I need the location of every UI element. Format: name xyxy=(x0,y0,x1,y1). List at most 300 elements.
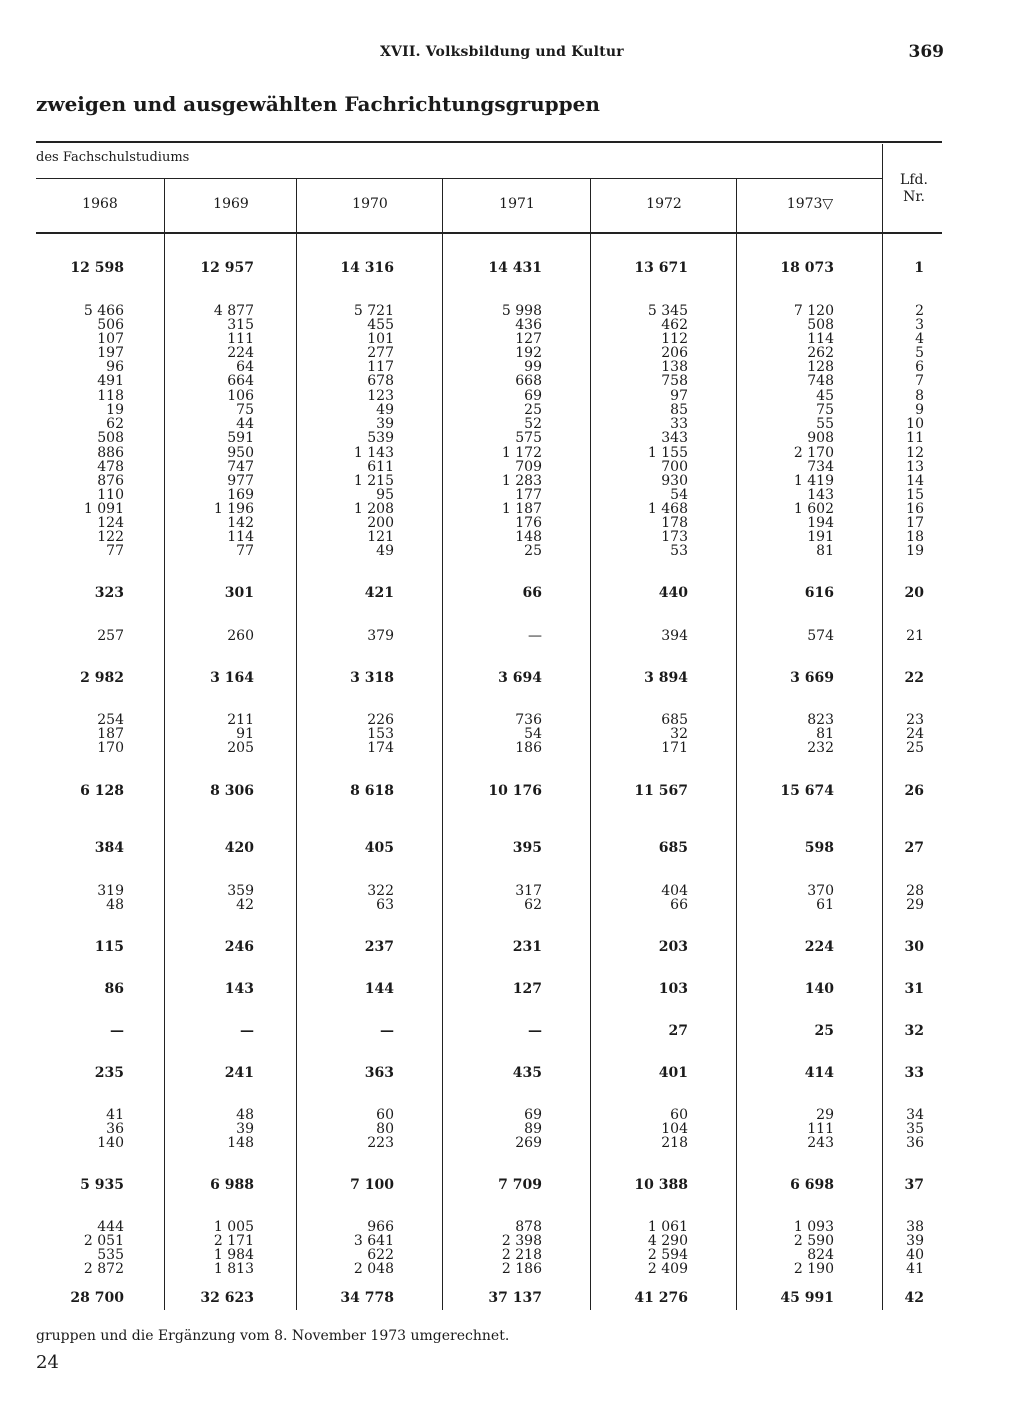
cell-lfd-nr: 41 xyxy=(906,1261,924,1277)
cell-lfd-nr: 23 xyxy=(906,712,924,728)
footnote: gruppen und die Ergänzung vom 8. November 1973 umgerechnet. xyxy=(36,1328,510,1344)
cell-1972: 343 xyxy=(661,430,688,446)
cell-1971: 62 xyxy=(524,897,542,913)
cell-lfd-nr: 7 xyxy=(915,373,924,389)
table-row xyxy=(0,374,1024,388)
cell-1973: 6 698 xyxy=(790,1177,834,1193)
cell-1973: 232 xyxy=(807,740,834,756)
cell-1972: 2 409 xyxy=(647,1261,688,1277)
cell-1969: 950 xyxy=(227,445,254,461)
cell-1968: 2 051 xyxy=(83,1233,124,1249)
table-row xyxy=(0,1178,1024,1192)
cell-1973: 823 xyxy=(807,712,834,728)
cell-1972: 3 894 xyxy=(644,670,688,686)
cell-1968: 2 872 xyxy=(83,1261,124,1277)
cell-1972: 401 xyxy=(658,1065,688,1081)
cell-1968: 491 xyxy=(97,373,124,389)
cell-1972: 103 xyxy=(658,981,688,997)
cell-1970: 3 641 xyxy=(353,1233,394,1249)
cell-1968: 107 xyxy=(97,331,124,347)
cell-1972: 178 xyxy=(661,515,688,531)
cell-1968: 170 xyxy=(97,740,124,756)
table-row xyxy=(0,1220,1024,1234)
cell-1972: 218 xyxy=(661,1135,688,1151)
cell-1972: 1 061 xyxy=(647,1219,688,1235)
cell-1968: 122 xyxy=(97,529,124,545)
cell-lfd-nr: 36 xyxy=(906,1135,924,1151)
cell-1968: 110 xyxy=(97,487,124,503)
cell-1971: 231 xyxy=(512,939,542,955)
table-row xyxy=(0,784,1024,798)
cell-1971: 668 xyxy=(515,373,542,389)
cell-1969: 359 xyxy=(227,883,254,899)
cell-1970: 226 xyxy=(367,712,394,728)
table-row xyxy=(0,502,1024,516)
cell-1970: 678 xyxy=(367,373,394,389)
cell-1971: 395 xyxy=(512,840,542,856)
cell-1970: 3 318 xyxy=(350,670,394,686)
cell-1971: 2 218 xyxy=(501,1247,542,1263)
table-row xyxy=(0,332,1024,346)
cell-1972: 700 xyxy=(661,459,688,475)
cell-lfd-nr: 27 xyxy=(904,840,924,856)
cell-1968: 876 xyxy=(97,473,124,489)
cell-lfd-nr: 24 xyxy=(906,726,924,742)
cell-1972: 394 xyxy=(661,628,688,644)
cell-1969: 211 xyxy=(227,712,254,728)
table-row xyxy=(0,460,1024,474)
lfd-nr-header xyxy=(886,172,942,206)
cell-lfd-nr: 35 xyxy=(906,1121,924,1137)
cell-1972: 66 xyxy=(670,897,688,913)
cell-1970: 1 215 xyxy=(353,473,394,489)
cell-1972: 10 388 xyxy=(634,1177,688,1193)
cell-1972: 685 xyxy=(661,712,688,728)
cell-1969: 301 xyxy=(224,585,254,601)
year-header-1969: 1969 xyxy=(213,196,249,212)
cell-1968: 5 935 xyxy=(80,1177,124,1193)
cell-1972: 85 xyxy=(670,402,688,418)
cell-1968: 444 xyxy=(97,1219,124,1235)
cell-1972: 1 155 xyxy=(647,445,688,461)
cell-lfd-nr: 37 xyxy=(904,1177,924,1193)
cell-1970: 14 316 xyxy=(340,260,394,276)
cell-1972: 2 594 xyxy=(647,1247,688,1263)
cell-1973: 25 xyxy=(814,1023,834,1039)
cell-1973: 7 120 xyxy=(793,303,834,319)
cell-1973: 18 073 xyxy=(780,260,834,276)
cell-1968: 86 xyxy=(104,981,124,997)
table-row xyxy=(0,474,1024,488)
cell-1972: 53 xyxy=(670,543,688,559)
table-row xyxy=(0,389,1024,403)
cell-1970: 1 208 xyxy=(353,501,394,517)
cell-lfd-nr: 14 xyxy=(906,473,924,489)
cell-1972: 32 xyxy=(670,726,688,742)
cell-1973: 81 xyxy=(816,543,834,559)
table-row xyxy=(0,1291,1024,1305)
cell-1971: 37 137 xyxy=(488,1290,542,1306)
cell-1971: 14 431 xyxy=(488,260,542,276)
cell-1970: 379 xyxy=(367,628,394,644)
cell-lfd-nr: 15 xyxy=(906,487,924,503)
cell-1970: 237 xyxy=(364,939,394,955)
cell-1970: 622 xyxy=(367,1247,394,1263)
cell-1973: 574 xyxy=(807,628,834,644)
cell-1973: 61 xyxy=(816,897,834,913)
cell-lfd-nr: 42 xyxy=(904,1290,924,1306)
cell-1969: 591 xyxy=(227,430,254,446)
year-header-1973: 1973▽ xyxy=(786,196,834,212)
cell-lfd-nr: 6 xyxy=(915,359,924,375)
cell-1973: 81 xyxy=(816,726,834,742)
cell-1971: 69 xyxy=(524,1107,542,1123)
cell-1969: 111 xyxy=(227,331,254,347)
cell-1971: 317 xyxy=(515,883,542,899)
cell-1971: 54 xyxy=(524,726,542,742)
cell-1970: 174 xyxy=(367,740,394,756)
header-bottom-rule xyxy=(36,232,942,234)
cell-1968: 323 xyxy=(94,585,124,601)
cell-1973: 55 xyxy=(816,416,834,432)
table-row xyxy=(0,446,1024,460)
cell-1968: 140 xyxy=(97,1135,124,1151)
cell-1971: 7 709 xyxy=(498,1177,542,1193)
cell-1969: 169 xyxy=(227,487,254,503)
cell-1971: 1 187 xyxy=(501,501,542,517)
cell-1970: 80 xyxy=(376,1121,394,1137)
cell-1969: 3 164 xyxy=(210,670,254,686)
table-row xyxy=(0,488,1024,502)
cell-1969: — xyxy=(240,1023,254,1039)
cell-lfd-nr: 20 xyxy=(904,585,924,601)
cell-lfd-nr: 8 xyxy=(915,388,924,404)
cell-1969: 91 xyxy=(236,726,254,742)
cell-lfd-nr: 1 xyxy=(914,260,924,276)
cell-1971: 436 xyxy=(515,317,542,333)
cell-1972: 404 xyxy=(661,883,688,899)
table-row xyxy=(0,898,1024,912)
cell-lfd-nr: 12 xyxy=(906,445,924,461)
year-header-1972: 1972 xyxy=(646,196,682,212)
cell-1970: 7 100 xyxy=(350,1177,394,1193)
table-row xyxy=(0,1234,1024,1248)
cell-1969: 75 xyxy=(236,402,254,418)
cell-1973: 191 xyxy=(807,529,834,545)
cell-1971: 186 xyxy=(515,740,542,756)
cell-1971: 52 xyxy=(524,416,542,432)
cell-1968: 478 xyxy=(97,459,124,475)
cell-1973: 45 991 xyxy=(780,1290,834,1306)
cell-1973: 616 xyxy=(804,585,834,601)
cell-1972: 685 xyxy=(658,840,688,856)
cell-1973: 224 xyxy=(804,939,834,955)
cell-1972: 1 468 xyxy=(647,501,688,517)
cell-1973: 29 xyxy=(816,1107,834,1123)
cell-1971: 575 xyxy=(515,430,542,446)
cell-1971: 1 172 xyxy=(501,445,542,461)
cell-1970: 363 xyxy=(364,1065,394,1081)
cell-1971: 10 176 xyxy=(488,783,542,799)
cell-1968: 235 xyxy=(94,1065,124,1081)
cell-1971: 127 xyxy=(515,331,542,347)
cell-1972: 11 567 xyxy=(634,783,688,799)
cell-lfd-nr: 3 xyxy=(915,317,924,333)
cell-1968: 124 xyxy=(97,515,124,531)
table-row xyxy=(0,671,1024,685)
cell-1973: 2 190 xyxy=(793,1261,834,1277)
cell-lfd-nr: 40 xyxy=(906,1247,924,1263)
cell-lfd-nr: 9 xyxy=(915,402,924,418)
cell-1970: 121 xyxy=(367,529,394,545)
cell-1971: 5 998 xyxy=(501,303,542,319)
cell-lfd-nr: 17 xyxy=(906,515,924,531)
cell-1969: 1 984 xyxy=(213,1247,254,1263)
cell-1970: 49 xyxy=(376,402,394,418)
cell-1970: 322 xyxy=(367,883,394,899)
cell-1969: 1 005 xyxy=(213,1219,254,1235)
lfd-label: Lfd. xyxy=(900,172,928,188)
cell-1971: 269 xyxy=(515,1135,542,1151)
table-row xyxy=(0,318,1024,332)
cell-1970: 153 xyxy=(367,726,394,742)
cell-1971: 66 xyxy=(522,585,542,601)
nr-label: Nr. xyxy=(903,189,925,205)
cell-1972: 462 xyxy=(661,317,688,333)
cell-1972: 173 xyxy=(661,529,688,545)
cell-lfd-nr: 10 xyxy=(906,416,924,432)
cell-lfd-nr: 11 xyxy=(906,430,924,446)
cell-lfd-nr: 19 xyxy=(906,543,924,559)
cell-1973: 111 xyxy=(807,1121,834,1137)
table-top-rule xyxy=(36,141,942,143)
cell-1968: 41 xyxy=(106,1107,124,1123)
table-row xyxy=(0,884,1024,898)
cell-1968: 886 xyxy=(97,445,124,461)
cell-1970: 117 xyxy=(367,359,394,375)
cell-1969: 977 xyxy=(227,473,254,489)
bottom-page-number: 24 xyxy=(36,1352,59,1373)
cell-1971: 176 xyxy=(515,515,542,531)
cell-1973: 243 xyxy=(807,1135,834,1151)
cell-1970: — xyxy=(380,1023,394,1039)
cell-1969: 114 xyxy=(227,529,254,545)
cell-1973: 2 590 xyxy=(793,1233,834,1249)
cell-1972: 138 xyxy=(661,359,688,375)
header-divider-rule xyxy=(36,178,882,179)
year-header-1970: 1970 xyxy=(352,196,388,212)
cell-1971: 25 xyxy=(524,543,542,559)
cell-lfd-nr: 32 xyxy=(904,1023,924,1039)
cell-lfd-nr: 26 xyxy=(904,783,924,799)
cell-1972: 4 290 xyxy=(647,1233,688,1249)
cell-1971: 435 xyxy=(512,1065,542,1081)
year-header-1968: 1968 xyxy=(82,196,118,212)
cell-1973: 194 xyxy=(807,515,834,531)
cell-1971: 192 xyxy=(515,345,542,361)
cell-1972: 112 xyxy=(661,331,688,347)
cell-1972: 27 xyxy=(668,1023,688,1039)
cell-1968: 12 598 xyxy=(70,260,124,276)
cell-1969: 747 xyxy=(227,459,254,475)
cell-1968: 319 xyxy=(97,883,124,899)
cell-1973: 1 602 xyxy=(793,501,834,517)
cell-1971: — xyxy=(528,1023,542,1039)
cell-1972: 758 xyxy=(661,373,688,389)
cell-1969: 12 957 xyxy=(200,260,254,276)
cell-1970: 63 xyxy=(376,897,394,913)
cell-1972: 41 276 xyxy=(634,1290,688,1306)
cell-1973: 734 xyxy=(807,459,834,475)
cell-1971: 709 xyxy=(515,459,542,475)
table-row xyxy=(0,727,1024,741)
cell-1970: 39 xyxy=(376,416,394,432)
cell-1971: 25 xyxy=(524,402,542,418)
cell-1968: 48 xyxy=(106,897,124,913)
cell-1969: 143 xyxy=(224,981,254,997)
cell-1968: 1 091 xyxy=(83,501,124,517)
table-row xyxy=(0,530,1024,544)
cell-1969: 315 xyxy=(227,317,254,333)
cell-lfd-nr: 31 xyxy=(904,981,924,997)
cell-lfd-nr: 33 xyxy=(904,1065,924,1081)
cell-lfd-nr: 2 xyxy=(915,303,924,319)
cell-1971: 127 xyxy=(512,981,542,997)
table-row xyxy=(0,417,1024,431)
table-row xyxy=(0,1122,1024,1136)
cell-1973: 45 xyxy=(816,388,834,404)
table-row xyxy=(0,940,1024,954)
cell-1972: 104 xyxy=(661,1121,688,1137)
cell-1972: 171 xyxy=(661,740,688,756)
page-number: 369 xyxy=(908,42,944,62)
cell-1968: 254 xyxy=(97,712,124,728)
table-row xyxy=(0,1024,1024,1038)
cell-1968: 77 xyxy=(106,543,124,559)
table-row xyxy=(0,360,1024,374)
cell-1969: 64 xyxy=(236,359,254,375)
cell-1973: 140 xyxy=(804,981,834,997)
cell-1973: 3 669 xyxy=(790,670,834,686)
cell-1969: 1 196 xyxy=(213,501,254,517)
cell-1970: 277 xyxy=(367,345,394,361)
cell-1969: 39 xyxy=(236,1121,254,1137)
cell-1969: 2 171 xyxy=(213,1233,254,1249)
cell-1973: 824 xyxy=(807,1247,834,1263)
cell-1970: 223 xyxy=(367,1135,394,1151)
cell-1973: 128 xyxy=(807,359,834,375)
cell-1969: 6 988 xyxy=(210,1177,254,1193)
table-row xyxy=(0,629,1024,643)
cell-1970: 8 618 xyxy=(350,783,394,799)
table-subheader: des Fachschulstudiums xyxy=(36,150,190,165)
cell-1969: 664 xyxy=(227,373,254,389)
table-row xyxy=(0,982,1024,996)
cell-1972: 440 xyxy=(658,585,688,601)
table-row xyxy=(0,1262,1024,1276)
cell-1973: 598 xyxy=(804,840,834,856)
cell-1971: 89 xyxy=(524,1121,542,1137)
cell-1971: 177 xyxy=(515,487,542,503)
cell-1970: 5 721 xyxy=(353,303,394,319)
cell-1973: 75 xyxy=(816,402,834,418)
cell-1973: 143 xyxy=(807,487,834,503)
cell-1969: 48 xyxy=(236,1107,254,1123)
table-row xyxy=(0,841,1024,855)
cell-1968: 28 700 xyxy=(70,1290,124,1306)
cell-1969: 260 xyxy=(227,628,254,644)
cell-1973: 114 xyxy=(807,331,834,347)
table-row xyxy=(0,1066,1024,1080)
table-row xyxy=(0,431,1024,445)
cell-1973: 262 xyxy=(807,345,834,361)
cell-1970: 1 143 xyxy=(353,445,394,461)
cell-lfd-nr: 4 xyxy=(915,331,924,347)
cell-1968: 62 xyxy=(106,416,124,432)
table-row xyxy=(0,1248,1024,1262)
cell-1971: 69 xyxy=(524,388,542,404)
table-row xyxy=(0,1108,1024,1122)
cell-lfd-nr: 18 xyxy=(906,529,924,545)
cell-1968: 5 466 xyxy=(83,303,124,319)
table-row xyxy=(0,741,1024,755)
cell-1970: 2 048 xyxy=(353,1261,394,1277)
cell-1968: 506 xyxy=(97,317,124,333)
cell-1973: 15 674 xyxy=(780,783,834,799)
cell-1968: 384 xyxy=(94,840,124,856)
year-header-1971: 1971 xyxy=(499,196,535,212)
cell-1969: 246 xyxy=(224,939,254,955)
table-row xyxy=(0,304,1024,318)
cell-1969: 142 xyxy=(227,515,254,531)
cell-lfd-nr: 21 xyxy=(906,628,924,644)
cell-1973: 2 170 xyxy=(793,445,834,461)
cell-lfd-nr: 5 xyxy=(915,345,924,361)
cell-1972: 60 xyxy=(670,1107,688,1123)
table-row xyxy=(0,586,1024,600)
cell-1970: 49 xyxy=(376,543,394,559)
cell-lfd-nr: 22 xyxy=(904,670,924,686)
cell-1971: 736 xyxy=(515,712,542,728)
cell-1970: 455 xyxy=(367,317,394,333)
cell-1973: 748 xyxy=(807,373,834,389)
cell-1969: 106 xyxy=(227,388,254,404)
cell-1968: 19 xyxy=(106,402,124,418)
cell-1970: 34 778 xyxy=(340,1290,394,1306)
cell-1971: — xyxy=(528,628,542,644)
cell-1968: — xyxy=(110,1023,124,1039)
cell-lfd-nr: 30 xyxy=(904,939,924,955)
cell-1968: 197 xyxy=(97,345,124,361)
cell-1970: 95 xyxy=(376,487,394,503)
cell-1972: 5 345 xyxy=(647,303,688,319)
cell-1970: 611 xyxy=(367,459,394,475)
cell-lfd-nr: 34 xyxy=(906,1107,924,1123)
cell-1969: 42 xyxy=(236,897,254,913)
table-row xyxy=(0,544,1024,558)
cell-1972: 206 xyxy=(661,345,688,361)
cell-lfd-nr: 13 xyxy=(906,459,924,475)
cell-1972: 203 xyxy=(658,939,688,955)
cell-1971: 99 xyxy=(524,359,542,375)
cell-1973: 370 xyxy=(807,883,834,899)
cell-1969: 224 xyxy=(227,345,254,361)
cell-1968: 6 128 xyxy=(80,783,124,799)
cell-1973: 508 xyxy=(807,317,834,333)
cell-1970: 405 xyxy=(364,840,394,856)
cell-1973: 908 xyxy=(807,430,834,446)
cell-1970: 200 xyxy=(367,515,394,531)
